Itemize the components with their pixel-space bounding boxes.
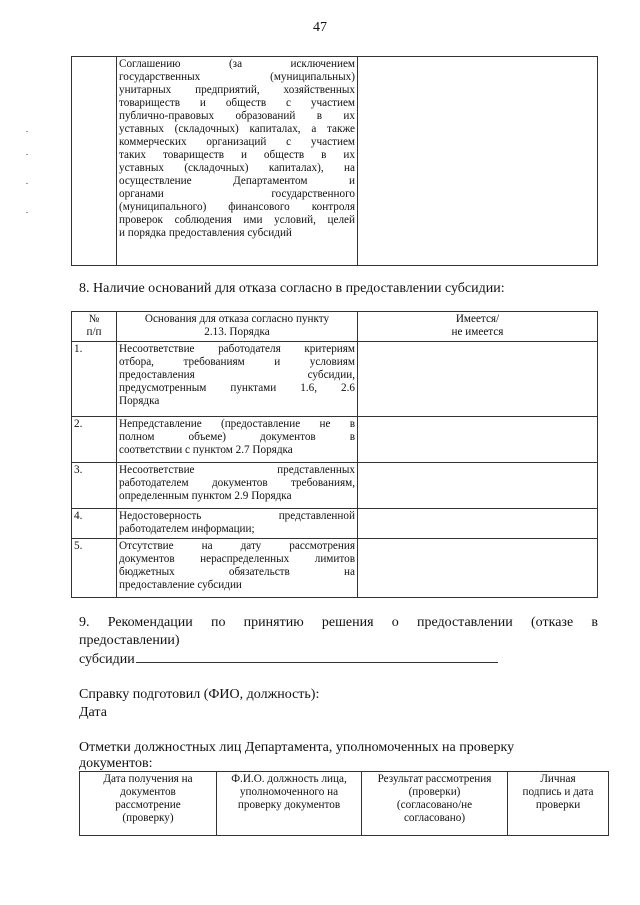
cont-line: осуществление Департаментом и <box>119 175 355 187</box>
col-header-num: № п/п <box>72 312 117 342</box>
section9-subsidy-label: субсидии <box>79 652 135 667</box>
row-status <box>358 342 598 417</box>
scan-speck <box>26 183 28 184</box>
cont-line: Соглашению (за исключением <box>119 58 355 70</box>
table-row <box>72 509 598 539</box>
col-header-date: Дата получения на документов рассмотрение (проверку) <box>80 772 217 836</box>
row-status <box>358 539 598 598</box>
section9-line2: предоставлении) <box>79 633 180 648</box>
row-status <box>358 417 598 463</box>
row-basis: Несоответствие работодателя критериям отбора, требованиям и условиям предоставления субсидии, предусмотренным пунктами 1.6, 2.6 Порядка <box>117 342 358 417</box>
row-status <box>358 463 598 509</box>
row-basis: Несоответствие представленных работодателем документов требованиям, определенным пунктом 2.9 Порядка <box>117 463 358 509</box>
cont-line: органами государственного <box>119 188 355 200</box>
cont-line: унитарных предприятий, хозяйственных <box>119 84 355 96</box>
cont-line: публично-правовых образований в их <box>119 110 355 122</box>
cont-text-cell <box>117 57 358 266</box>
scan-speck <box>26 154 28 155</box>
section9-line3 <box>79 650 498 668</box>
scan-speck <box>26 131 28 132</box>
col-header-status: Имеется/ не имеется <box>358 312 598 342</box>
marks-line1: Отметки должностных лиц Департамента, уполномоченных на проверку <box>79 740 515 755</box>
row-status <box>358 509 598 539</box>
row-num: 5. <box>72 539 117 598</box>
col-header-signature: Личная подпись и дата проверки <box>508 772 609 836</box>
table-header-row <box>72 312 598 342</box>
cont-line: таких товариществ и обществ в их <box>119 149 355 161</box>
row-num: 3. <box>72 463 117 509</box>
row-num: 1. <box>72 342 117 417</box>
cont-line: (муниципального) финансового контроля <box>119 201 355 213</box>
cont-line: уставных (складочных) капиталах, а также <box>119 123 355 135</box>
date-label: Дата <box>79 705 107 720</box>
cont-line: уставных (складочных) капиталах), на <box>119 162 355 174</box>
cont-status-cell <box>358 57 598 266</box>
prepared-by-label: Справку подготовил (ФИО, должность): <box>79 687 320 702</box>
cont-line: коммерческих организаций с участием <box>119 136 355 148</box>
cont-line: товариществ и обществ с участием <box>119 97 355 109</box>
table-row <box>72 342 598 417</box>
row-basis: Непредставление (предоставление не в полном объеме) документов в соответствии с пунктом 2.7 Порядка <box>117 417 358 463</box>
marks-line2: документов: <box>79 756 153 771</box>
col-header-result: Результат рассмотрения (проверки) (согласовано/не согласовано) <box>362 772 508 836</box>
col-header-basis: Основания для отказа согласно пункту 2.13. Порядка <box>117 312 358 342</box>
section9-line1: 9. Рекомендации по принятию решения о предоставлении (отказе в <box>79 615 598 630</box>
refusal-grounds-table <box>71 311 598 598</box>
recommendation-underline[interactable] <box>136 650 498 663</box>
cont-line: государственных (муниципальных) <box>119 71 355 83</box>
section8-heading: 8. Наличие оснований для отказа согласно в предоставлении субсидии: <box>79 281 505 296</box>
table-row <box>72 463 598 509</box>
table-header-row <box>80 772 609 836</box>
cont-num-cell <box>72 57 117 266</box>
row-num: 4. <box>72 509 117 539</box>
table-row <box>72 417 598 463</box>
row-num: 2. <box>72 417 117 463</box>
cont-line: и порядка предоставления субсидий <box>119 227 292 239</box>
row-basis: Отсутствие на дату рассмотрения документов нераспределенных лимитов бюджетных обязательств на предоставление субсидии <box>117 539 358 598</box>
scan-speck <box>26 212 28 213</box>
continuation-table <box>71 56 598 266</box>
cont-line: проверок соблюдения ими условий, целей <box>119 214 355 226</box>
row-basis: Недостоверность представленной работодателем информации; <box>117 509 358 539</box>
page-number: 47 <box>313 20 327 35</box>
table-row <box>72 539 598 598</box>
officials-marks-table <box>79 771 609 836</box>
col-header-official: Ф.И.О. должность лица, уполномоченного на проверку документов <box>217 772 362 836</box>
